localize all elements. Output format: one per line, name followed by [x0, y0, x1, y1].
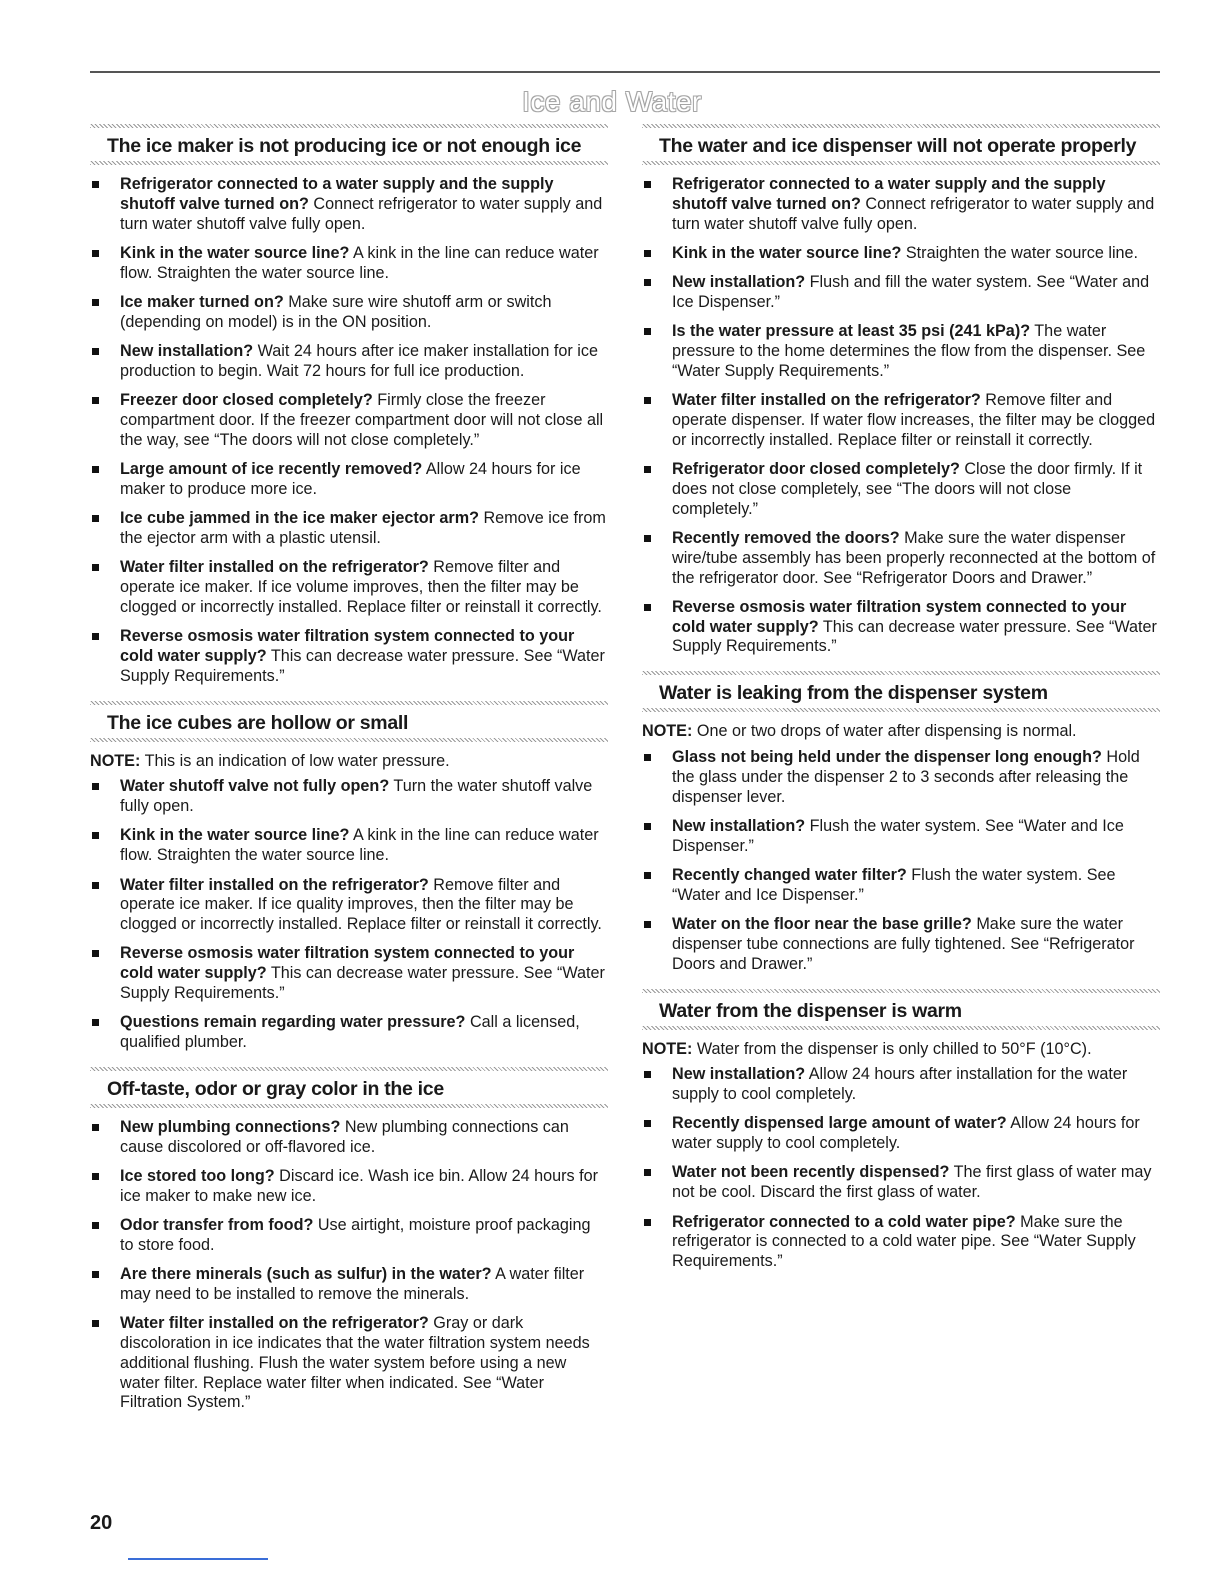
list-item — [642, 529, 1160, 588]
list-item — [642, 748, 1160, 807]
item-question: Large amount of ice recently removed? — [120, 460, 423, 479]
item-question: Reverse osmosis water filtration system connected to your cold water supply? — [120, 944, 575, 983]
item-question: Kink in the water source line? — [120, 826, 350, 845]
item-answer: Connect refrigerator to water supply and turn water shutoff valve fully open. — [672, 194, 1155, 233]
note: NOTE: Water from the dispenser is only chilled to 50°F (10°C). — [642, 1039, 1092, 1058]
list-item — [90, 876, 608, 935]
section-ice-maker-not-producing — [90, 124, 608, 687]
item-question: Ice cube jammed in the ice maker ejector arm? — [120, 509, 479, 528]
list-item — [90, 342, 608, 382]
right-column — [642, 124, 1160, 1286]
section-heading: The ice cubes are hollow or small — [90, 701, 608, 742]
item-answer: A kink in the line can reduce water flow. Straighten the water source line. — [120, 826, 599, 865]
section-heading: Water is leaking from the dispenser system — [642, 671, 1160, 712]
item-answer: Close the door firmly. If it does not close completely, see “The doors will not close completely.” — [672, 460, 1143, 518]
item-question: New installation? — [120, 342, 254, 361]
list-item — [642, 1213, 1160, 1272]
troubleshoot-list — [642, 175, 1160, 657]
list-item — [90, 175, 608, 234]
item-answer: Remove ice from the ejector arm with a plastic utensil. — [120, 509, 606, 547]
item-question: Recently removed the doors? — [672, 528, 900, 547]
item-answer: The water pressure to the home determines the flow from the dispenser. See “Water Supply Requirements.” — [672, 322, 1146, 380]
item-question: Questions remain regarding water pressure? — [120, 1013, 466, 1032]
list-item — [90, 293, 608, 333]
item-question: Kink in the water source line? — [672, 243, 902, 262]
item-question: Ice stored too long? — [120, 1166, 275, 1185]
list-item — [642, 598, 1160, 657]
section-heading: The ice maker is not producing ice or not enough ice — [90, 124, 608, 165]
page-title: Ice and Water — [522, 86, 702, 117]
item-question: Refrigerator door closed completely? — [672, 460, 960, 479]
item-question: Ice maker turned on? — [120, 292, 284, 311]
top-rule — [90, 71, 1160, 73]
item-answer: Flush and fill the water system. See “Water and Ice Dispenser.” — [672, 273, 1150, 311]
item-question: Freezer door closed completely? — [120, 391, 373, 410]
list-item — [642, 866, 1160, 906]
list-item — [90, 627, 608, 686]
list-item — [90, 509, 608, 549]
list-item — [90, 1314, 608, 1413]
list-item — [642, 1065, 1160, 1105]
list-item — [642, 1114, 1160, 1154]
item-answer: This can decrease water pressure. See “Water Supply Requirements.” — [120, 646, 605, 685]
item-answer: Discard ice. Wash ice bin. Allow 24 hours for ice maker to make new ice. — [120, 1166, 598, 1205]
list-item — [90, 777, 608, 817]
list-item — [642, 817, 1160, 857]
item-answer: Flush the water system. See “Water and Ice Dispenser.” — [672, 866, 1116, 904]
item-answer: Make sure the refrigerator is connected to a cold water pipe. See “Water Supply Requirements.” — [672, 1212, 1136, 1271]
item-question: Refrigerator connected to a water supply and the supply shutoff valve turned on? — [672, 175, 1106, 213]
item-answer: Call a licensed, qualified plumber. — [120, 1013, 580, 1052]
item-question: Water not been recently dispensed? — [672, 1163, 950, 1182]
item-answer: Firmly close the freezer compartment door. If the freezer compartment door will not close all the way, see “The doors will not close completely.” — [120, 391, 604, 449]
item-answer: Make sure wire shutoff arm or switch (depending on model) is in the ON position. — [120, 292, 552, 331]
item-answer: Gray or dark discoloration in ice indicates that the water filtration system needs additional flushing. Flush the water system before using a new water filter. Replace water filter when indicated. See “Water Filtration System.” — [120, 1314, 590, 1412]
item-answer: Allow 24 hours after installation for the water supply to cool completely. — [672, 1065, 1128, 1104]
troubleshoot-list — [642, 748, 1160, 974]
item-question: Water shutoff valve not fully open? — [120, 777, 390, 796]
list-item — [90, 391, 608, 450]
item-question: Is the water pressure at least 35 psi (241 kPa)? — [672, 322, 1031, 341]
item-answer: Make sure the water dispenser tube connections are fully tightened. See “Refrigerator Doors and Drawer.” — [672, 915, 1135, 973]
troubleshoot-list — [90, 1118, 608, 1413]
list-item — [642, 322, 1160, 381]
list-item — [90, 1167, 608, 1207]
troubleshoot-list — [90, 777, 608, 1053]
item-answer: Remove filter and operate ice maker. If ice quality improves, then the filter may be clogged or incorrectly installed. Replace filter or reinstall it correctly. — [120, 875, 602, 934]
note: NOTE: This is an indication of low water pressure. — [90, 751, 450, 770]
list-item — [642, 244, 1160, 264]
item-question: Water filter installed on the refrigerator? — [120, 1314, 429, 1333]
section-water-warm — [642, 989, 1160, 1272]
item-question: Water on the floor near the base grille? — [672, 915, 972, 934]
list-item — [90, 826, 608, 866]
item-question: Water filter installed on the refrigerator? — [120, 875, 429, 894]
list-item — [90, 1265, 608, 1305]
item-question: Water filter installed on the refrigerator? — [672, 391, 981, 410]
section-heading: Water from the dispenser is warm — [642, 989, 1160, 1030]
list-item — [642, 460, 1160, 519]
item-question: Recently dispensed large amount of water? — [672, 1114, 1007, 1133]
item-question: Kink in the water source line? — [120, 243, 350, 262]
item-answer: Flush the water system. See “Water and Ice Dispenser.” — [672, 816, 1124, 855]
list-item — [90, 944, 608, 1003]
item-question: New plumbing connections? — [120, 1117, 341, 1136]
item-answer: A water filter may need to be installed to remove the minerals. — [120, 1265, 585, 1303]
page-number: 20 — [90, 1512, 113, 1534]
item-question: New installation? — [672, 273, 806, 292]
item-question: Water filter installed on the refrigerator? — [120, 558, 429, 577]
list-item — [90, 460, 608, 500]
section-ice-cubes-hollow — [90, 701, 608, 1053]
section-dispenser-not-operate — [642, 124, 1160, 657]
item-question: Are there minerals (such as sulfur) in the water? — [120, 1265, 492, 1284]
list-item — [642, 273, 1160, 313]
section-heading: Off-taste, odor or gray color in the ice — [90, 1067, 608, 1108]
note: NOTE: One or two drops of water after dispensing is normal. — [642, 722, 1077, 741]
list-item — [642, 391, 1160, 450]
item-answer: Hold the glass under the dispenser 2 to 3 seconds after releasing the dispenser lever. — [672, 748, 1140, 806]
section-heading: The water and ice dispenser will not operate properly — [642, 124, 1160, 165]
item-answer: Allow 24 hours for ice maker to produce more ice. — [120, 460, 581, 498]
troubleshoot-list — [90, 175, 608, 687]
item-question: Refrigerator connected to a cold water pipe? — [672, 1212, 1016, 1231]
list-item — [90, 1013, 608, 1053]
item-answer: The first glass of water may not be cool. Discard the first glass of water. — [672, 1163, 1152, 1202]
item-question: Reverse osmosis water filtration system connected to your cold water supply? — [120, 627, 575, 665]
item-question: Refrigerator connected to a water supply and the supply shutoff valve turned on? — [120, 175, 554, 213]
item-answer: Straighten the water source line. — [901, 243, 1139, 262]
item-answer: New plumbing connections can cause discolored or off-flavored ice. — [120, 1117, 569, 1156]
list-item — [90, 558, 608, 617]
list-item — [90, 1216, 608, 1256]
footer-line — [128, 1558, 268, 1560]
list-item — [642, 1163, 1160, 1203]
item-answer: Allow 24 hours for water supply to cool completely. — [672, 1114, 1140, 1153]
item-answer: Wait 24 hours after ice maker installation for ice production to begin. Wait 72 hours for full ice production. — [120, 342, 599, 380]
item-question: Reverse osmosis water filtration system connected to your cold water supply? — [672, 597, 1127, 636]
item-answer: This can decrease water pressure. See “Water Supply Requirements.” — [120, 964, 605, 1002]
item-question: Recently changed water filter? — [672, 866, 907, 885]
section-water-leaking — [642, 671, 1160, 974]
item-question: New installation? — [672, 1065, 806, 1084]
item-answer: Use airtight, moisture proof packaging to store food. — [120, 1216, 591, 1254]
list-item — [642, 175, 1160, 234]
item-answer: This can decrease water pressure. See “Water Supply Requirements.” — [672, 617, 1157, 656]
item-question: Odor transfer from food? — [120, 1216, 314, 1235]
left-column — [90, 124, 608, 1427]
troubleshoot-list — [642, 1065, 1160, 1272]
item-answer: Remove filter and operate dispenser. If water flow increases, the filter may be clogged or incorrectly installed. Replace filter or reinstall it correctly. — [672, 391, 1156, 449]
item-answer: Make sure the water dispenser wire/tube assembly has been properly reconnected at the bottom of the refrigerator door. See “Refrigerator Doors and Drawer.” — [672, 528, 1156, 587]
item-question: New installation? — [672, 816, 806, 835]
item-answer: Connect refrigerator to water supply and turn water shutoff valve fully open. — [120, 194, 603, 233]
list-item — [642, 915, 1160, 974]
item-question: Glass not being held under the dispenser long enough? — [672, 748, 1102, 767]
item-answer: Turn the water shutoff valve fully open. — [120, 777, 593, 816]
item-answer: Remove filter and operate ice maker. If ice volume improves, then the filter may be clogged or incorrectly installed. Replace filter or reinstall it correctly. — [120, 558, 602, 616]
item-answer: A kink in the line can reduce water flow. Straighten the water source line. — [120, 243, 599, 282]
section-off-taste-odor — [90, 1067, 608, 1413]
list-item — [90, 1118, 608, 1158]
list-item — [90, 244, 608, 284]
